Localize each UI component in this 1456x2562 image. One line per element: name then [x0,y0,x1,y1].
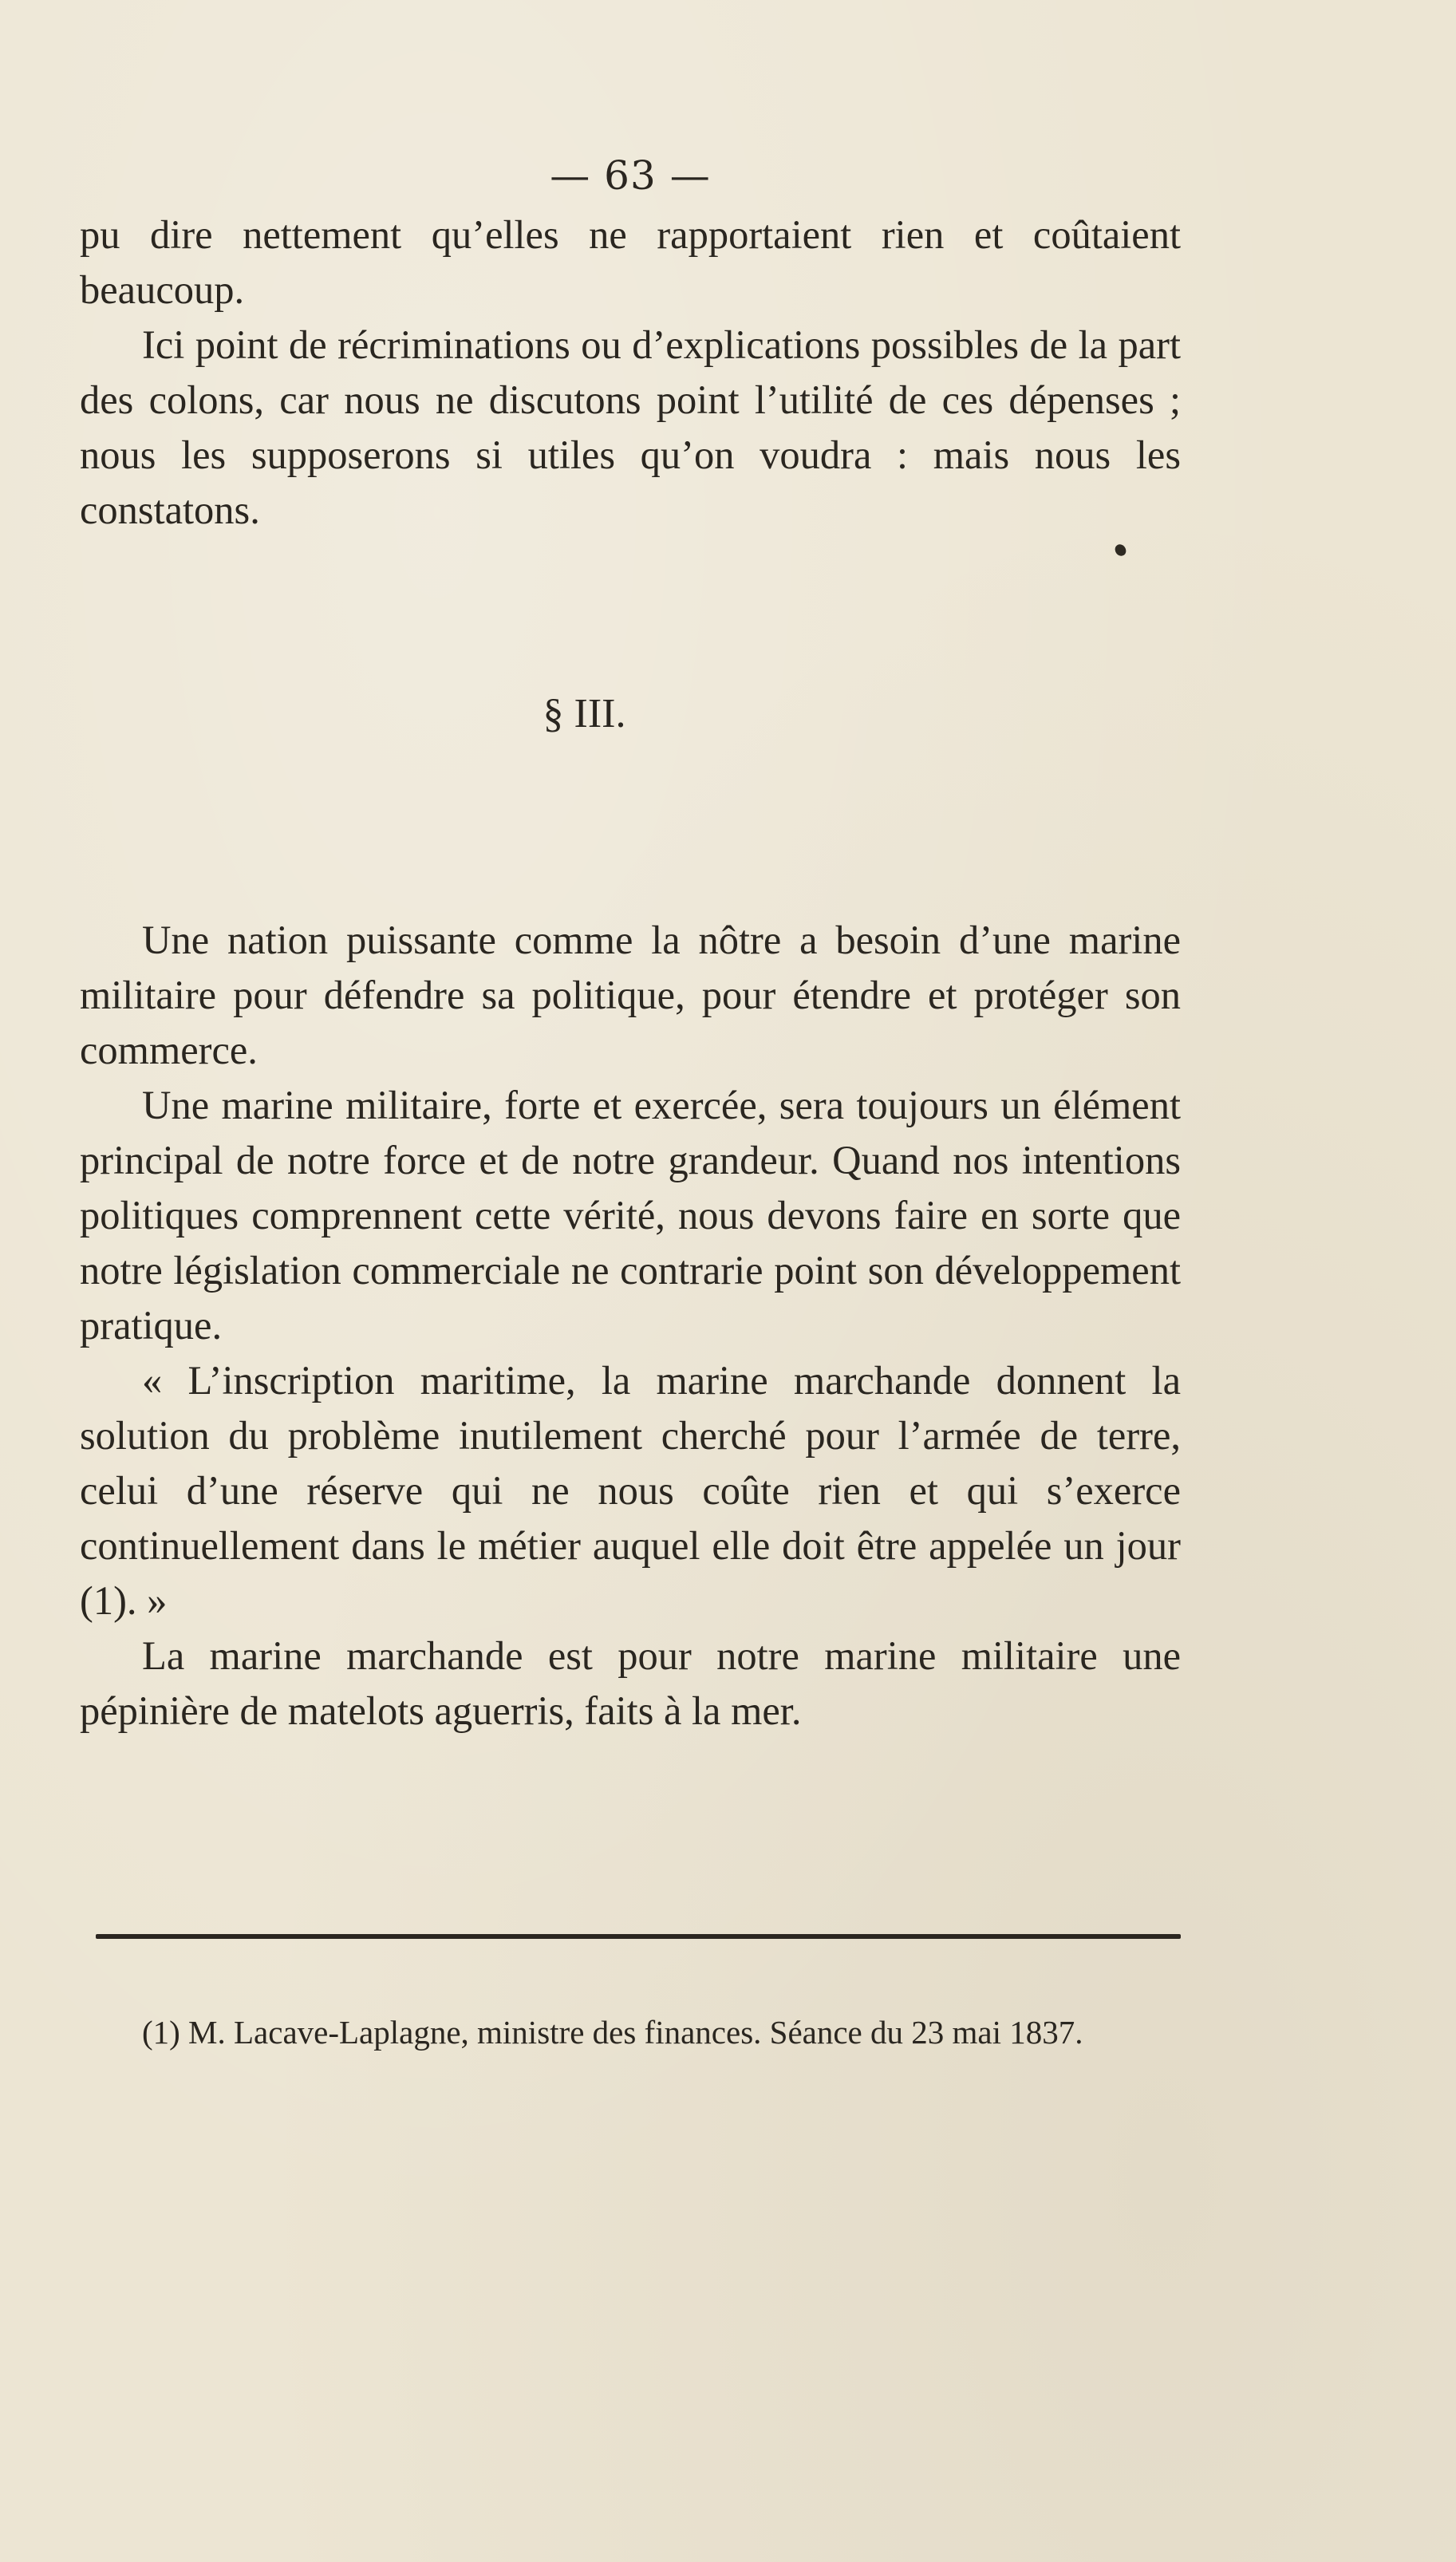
footnote-separator-rule [96,1934,1181,1939]
paragraph-quotation: « L’inscription maritime, la marine marchande donnent la solution du problème inutilement cherché pour l’armée de terre, celui d’une réserve qui ne nous coûte rien et qui s’exerce continuellement dans le métier auquel elle doit être appelée un jour (1). » [80,1358,1181,1623]
page-number: — 63 — [550,152,711,199]
paragraph-nation: Une nation puissante comme la nôtre a besoin d’une marine militaire pour défendre sa politique, pour étendre et protéger son commerce. [80,918,1181,1072]
page-text-block [80,144,1181,1739]
paragraph-marine-marchande: La marine marchande est pour notre marine militaire une pépinière de matelots aguerris, faits à la mer. [80,1633,1181,1733]
footnote: (1) M. Lacave-Laplagne, ministre des finances. Séance du 23 mai 1837. [142,2014,1083,2051]
paragraph-continuation: pu dire nettement qu’elles ne rapportaient rien et coûtaient beaucoup. [80,212,1181,312]
paragraph-marine-militaire: Une marine militaire, forte et exercée, sera toujours un élément principal de notre force et de notre grandeur. Quand nos intentions politiques comprennent cette vérité, nous devons faire en sorte que notre législation commerciale ne contrarie point son développement pratique. [80,1083,1181,1348]
paragraph-recriminations: Ici point de récriminations ou d’explications possibles de la part des colons, car nous ne discutons point l’utilité de ces dépenses ; nous les supposerons si utiles qu’on voudra : mais nous les constatons. [80,322,1181,532]
section-heading: § III. [543,691,626,736]
